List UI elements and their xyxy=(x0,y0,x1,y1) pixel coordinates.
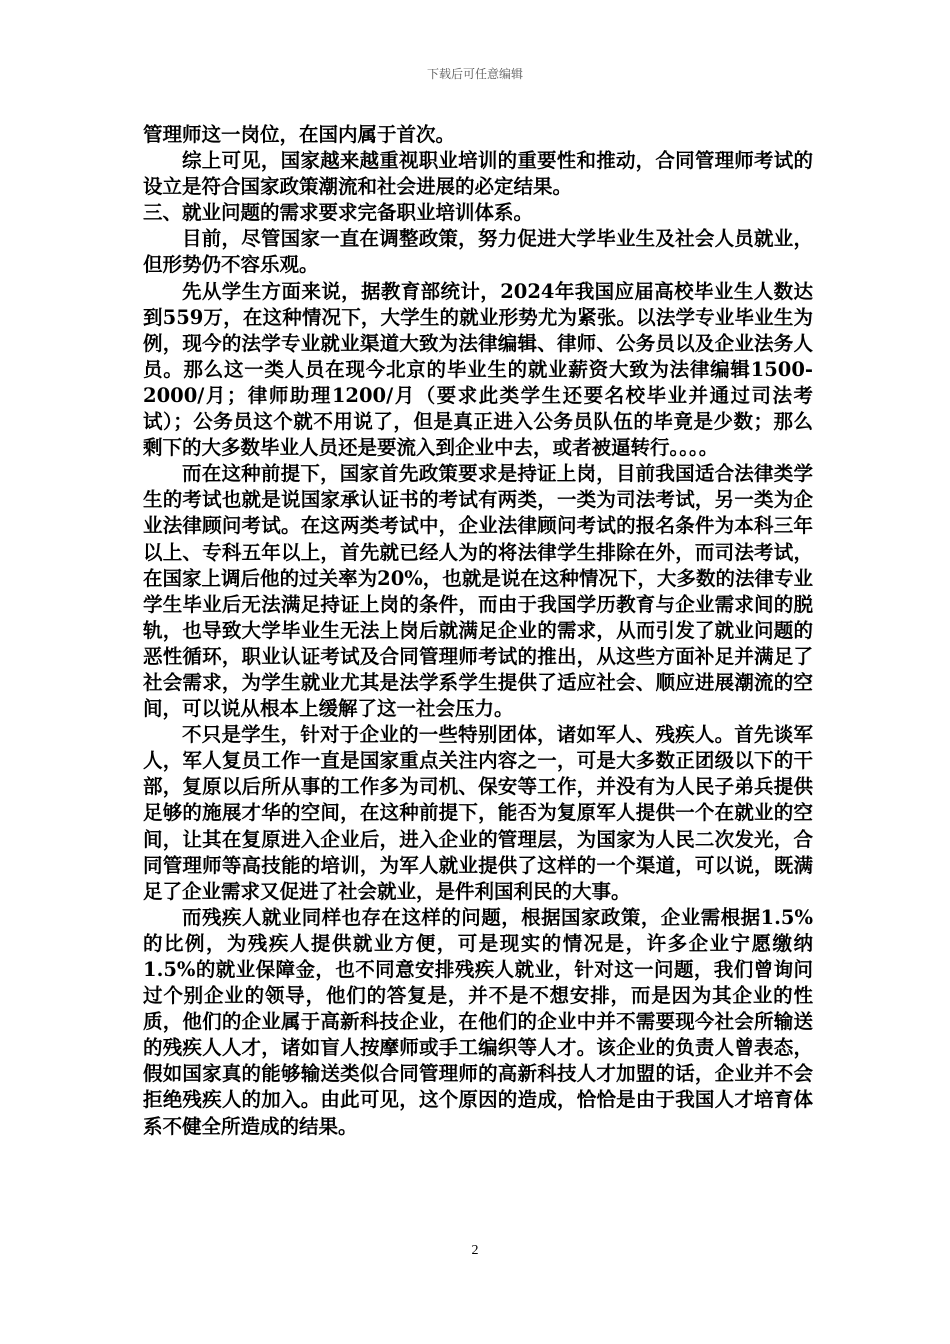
paragraph: 不只是学生，针对于企业的一些特别团体，诸如军人、残疾人。首先谈军人，军人复员工作一直是国家重点关注内容之一，可是大多数正团级以下的干部，复原以后所从事的工作多为司机、保安等工作，并没有为人民子弟兵提供足够的施展才华的空间，在这种前提下，能否为复原军人提供一个在就业的空间，让其在复原进入企业后，进入企业的管理层，为国家为人民二次发光，合同管理师等高技能的培训，为军人就业提供了这样的一个渠道，可以说，既满足了企业需求又促进了社会就业，是件利国利民的大事。 xyxy=(143,723,813,903)
page-number: 2 xyxy=(471,1243,479,1258)
paragraph: 综上可见，国家越来越重视职业培训的重要性和推动，合同管理师考试的设立是符合国家政策潮流和社会进展的必定结果。 xyxy=(143,149,813,199)
body-text xyxy=(143,122,813,1140)
page-header: 下载后可任意编辑 xyxy=(426,67,523,81)
section-heading: 三、就业问题的需求要求完备职业培训体系。 xyxy=(143,201,534,225)
paragraph: 而在这种前提下，国家首先政策要求是持证上岗，目前我国适合法律类学生的考试也就是说国家承认证书的考试有两类，一类为司法考试，另一类为企业法律顾问考试。在这两类考试中，企业法律顾问考试的报名条件为本科三年以上、专科五年以上，首先就已经人为的将法律学生排除在外，而司法考试，在国家上调后他的过关率为20%，也就是说在这种情况下，大多数的法律专业学生毕业后无法满足持证上岗的条件，而由于我国学历教育与企业需求间的脱轨，也导致大学毕业生无法上岗后就满足企业的需求，从而引发了就业问题的恶性循环，职业认证考试及合同管理师考试的推出，从这些方面补足并满足了社会需求，为学生就业尤其是法学系学生提供了适应社会、顺应进展潮流的空间，可以说从根本上缓解了这一社会压力。 xyxy=(143,462,813,721)
paragraph: 而残疾人就业同样也存在这样的问题，根据国家政策，企业需根据1.5%的比例，为残疾人提供就业方便，可是现实的情况是，许多企业宁愿缴纳1.5%的就业保障金，也不同意安排残疾人就业，针对这一问题，我们曾询问过个别企业的领导，他们的答复是，并不是不想安排，而是因为其企业的性质，他们的企业属于高新科技企业，在他们的企业中并不需要现今社会所输送的残疾人人才，诸如盲人按摩师或手工编织等人才。该企业的负责人曾表态，假如国家真的能够输送类似合同管理师的高新科技人才加盟的话，企业并不会拒绝残疾人的加入。由此可见，这个原因的造成，恰恰是由于我国人才培育体系不健全所造成的结果。 xyxy=(143,905,813,1138)
paragraph: 目前，尽管国家一直在调整政策，努力促进大学毕业生及社会人员就业，但形势仍不容乐观。 xyxy=(143,227,813,277)
paragraph: 管理师这一岗位，在国内属于首次。 xyxy=(143,123,456,146)
paragraph: 先从学生方面来说，据教育部统计，2024年我国应届高校毕业生人数达到559万，在这种情况下，大学生的就业形势尤为紧张。以法学专业毕业生为例，现今的法学专业就业渠道大致为法律编辑、律师、公务员以及企业法务人员。那么这一类人员在现今北京的毕业生的就业薪资大致为法律编辑1500-2000/月；律师助理1200/月（要求此类学生还要名校毕业并通过司法考试）；公务员这个就不用说了，但是真正进入公务员队伍的毕竟是少数；那么剩下的大多数毕业人员还是要流入到企业中去，或者被逼转行。。。。 xyxy=(143,279,813,460)
